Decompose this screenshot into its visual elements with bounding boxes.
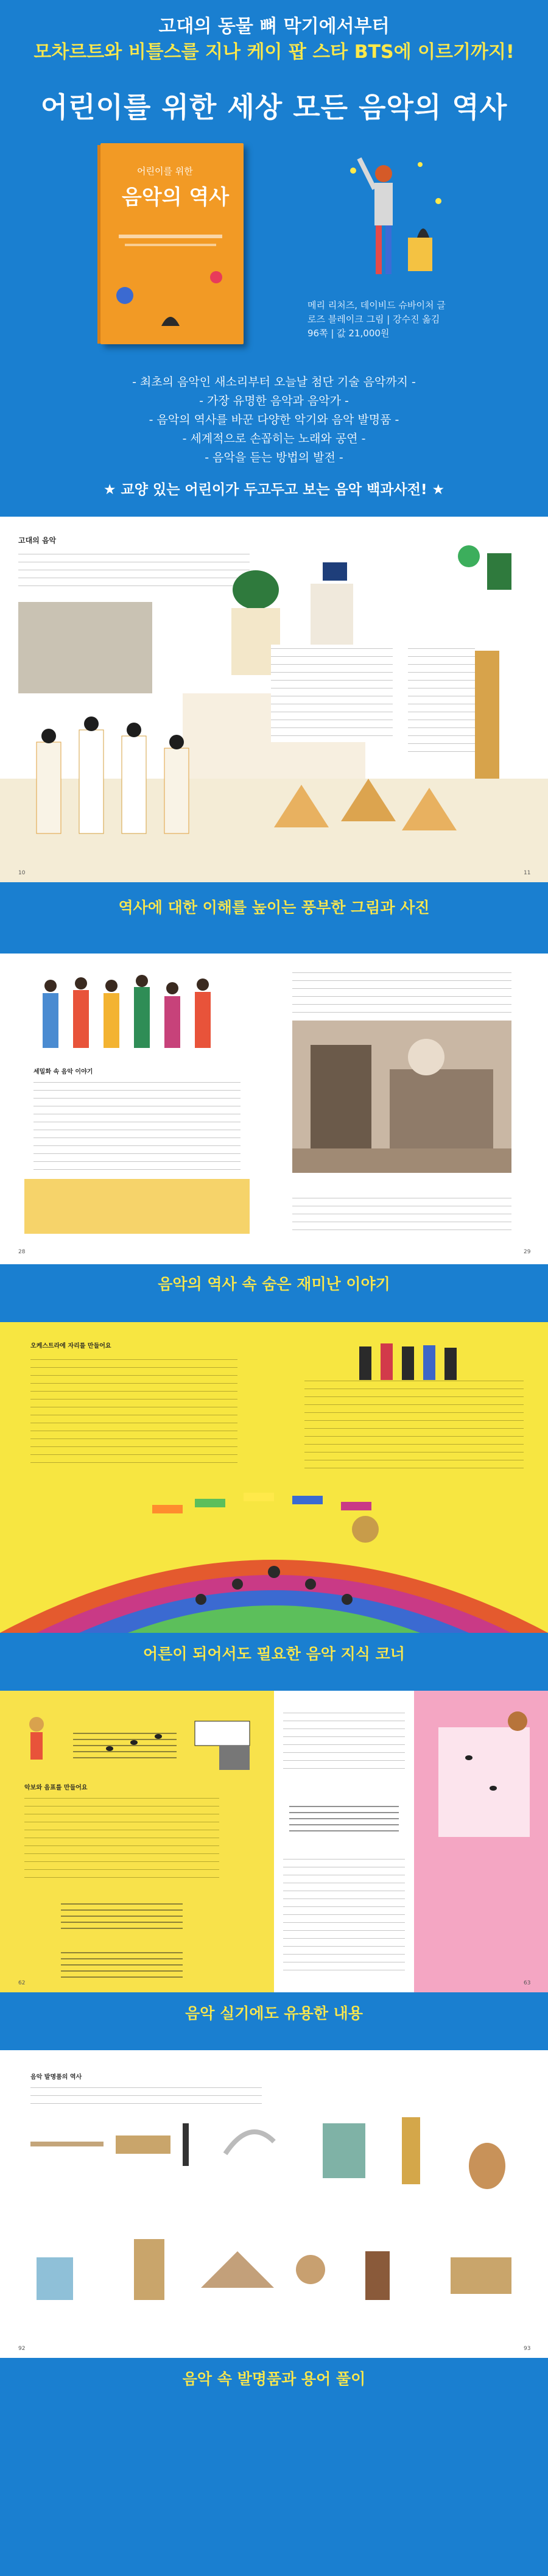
text-block [30,2084,262,2108]
painting-figures [292,1021,511,1173]
book-subtitle: 어린이를 위한 [137,166,193,177]
text-block [304,1377,524,1474]
book-pages-price: 96쪽 | 값 21,000원 [307,328,390,339]
notes-chart-illustration [426,1703,536,1849]
page-title: 어린이를 위한 세상 모든 음악의 역사 [40,91,508,124]
musicians-group-illustration [30,969,237,1054]
text-block [283,1855,405,1977]
feature-item: - 음악의 역사를 바꾼 다양한 악기와 음악 발명품 - [149,413,399,426]
spread-heading: 음악 발명품의 역사 [30,2074,82,2081]
text-block [30,1356,237,1465]
text-block [271,645,393,742]
pyramid-shape [274,785,329,827]
feature-item: - 음악을 듣는 방법의 발전 - [205,451,343,464]
book-title: 음악의 역사 [122,185,230,210]
feature-list [0,373,548,467]
text-block [33,1078,241,1170]
page-number: 29 [524,1249,531,1255]
page-number: 92 [18,2346,26,2352]
text-block [408,645,475,754]
pyramid-shape [402,788,457,830]
spread-notation [0,1691,548,1992]
staff-illustration [24,1892,256,1983]
spread-music-stories [0,954,548,1264]
page-number: 11 [524,870,531,876]
spread-inventions [0,2050,548,2358]
singers-illustration [353,1334,463,1383]
orchestra-illustration [0,1481,548,1633]
note-values-diagram [283,1782,405,1849]
spread-ancient-music [0,517,548,882]
section-caption: 어른이 되어서도 필요한 음악 지식 코너 [143,1645,405,1663]
text-block [292,1194,511,1237]
page-number: 28 [18,1249,26,1255]
section-caption: 음악의 역사 속 숨은 재미난 이야기 [158,1275,390,1293]
text-block [292,969,511,1014]
stone-relief-image [18,602,152,693]
musician-illustration [317,152,463,292]
inventions-timeline [24,2117,530,2337]
feature-item: - 세계적으로 손꼽히는 노래와 공연 - [182,432,366,445]
spread-heading: 고대의 음악 [18,536,57,545]
page-number: 62 [18,1980,26,1986]
painting-image [292,1021,511,1173]
book-illustrator: 로즈 블레이크 그림 | 강수진 옮김 [307,314,440,325]
page-number: 10 [18,870,26,876]
tagline-line-2: 모차르트와 비틀스를 지나 케이 팝 스타 BTS에 이르기까지! [33,41,515,63]
encyclopedia-banner: ★ 교양 있는 어린이가 두고두고 보는 음악 백과사전! ★ [103,482,445,498]
spread-heading: 오케스트라에 자리를 만들어요 [30,1343,111,1350]
spread-heading: 세밀화 속 음악 이야기 [33,1069,93,1075]
book-authors: 메리 리처즈, 데이비드 슈바이처 글 [307,300,446,311]
feature-item: - 최초의 음악인 새소리부터 오늘날 첨단 기술 음악까지 - [132,375,416,389]
section-caption: 역사에 대한 이해를 높이는 풍부한 그림과 사진 [118,899,430,916]
instrument-illustration [24,1179,250,1234]
spread-heading: 악보와 음표를 만들어요 [24,1785,88,1791]
egyptian-musicians [24,706,268,864]
tagline-line-1: 고대의 동물 뼈 막기에서부터 [158,16,390,37]
spread-orchestra [0,1322,548,1633]
page-number: 93 [524,2346,531,2352]
book-info [307,299,446,341]
section-caption: 음악 실기에도 유용한 내용 [185,2005,363,2022]
text-block [283,1709,405,1776]
music-notes-illustration [24,1709,268,1776]
feature-item: - 가장 유명한 음악과 음악가 - [199,394,349,408]
section-caption: 음악 속 발명품과 용어 풀이 [182,2370,366,2388]
page-number: 63 [524,1980,531,1986]
text-block [24,1794,219,1880]
pyramid-shape [341,779,396,821]
